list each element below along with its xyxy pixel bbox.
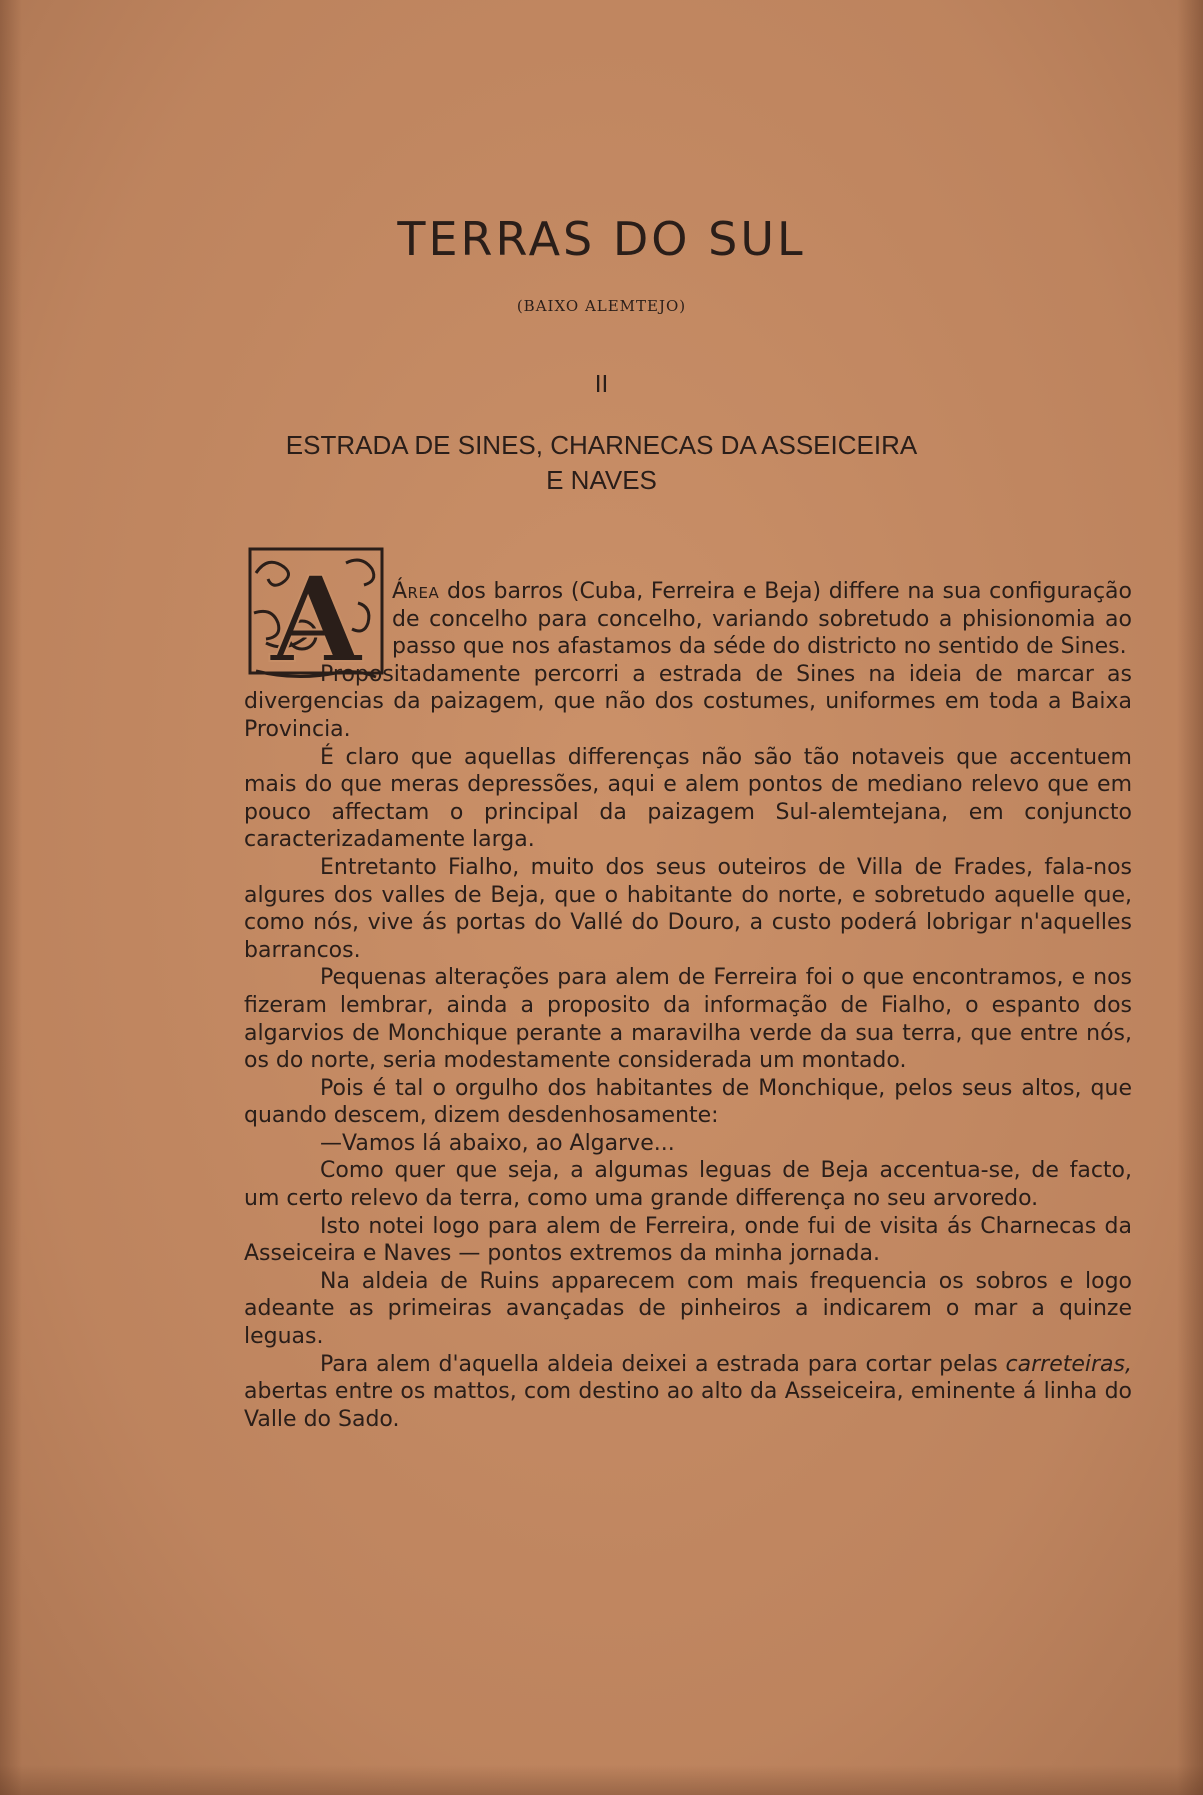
page-title: TERRAS DO SUL (397, 212, 806, 266)
page-edge-shadow-bottom (0, 1765, 1203, 1795)
page-edge-shadow-left (0, 0, 22, 1795)
dropcap-letter: A (270, 550, 362, 687)
paragraph: Como quer que seja, a algumas leguas de Beja accentua-se, de facto, um certo relevo da terra, como uma grande differença no seu arvoredo. (244, 1158, 1132, 1212)
first-paragraph-text: dos barros (Cuba, Ferreira e Beja) differe na sua configuração de concelho para concelho, variando sobretudo a phisionomia ao passo que nos afastamos da séde do districto no sentido de Sines. (392, 579, 1132, 660)
paragraph: Entretanto Fialho, muito dos seus outeiros de Villa de Frades, fala-nos algures dos valles de Beja, que o habitante do norte, e sobretudo aquelle que, como nós, vive ás portas do Vallé do Douro, a custo poderá lobrigar n'aquelles barrancos. (244, 854, 1132, 963)
paragraph: Na aldeia de Ruins apparecem com mais frequencia os sobros e logo adeante as primeiras avançadas de pinheiros a indicarem o mar a quinze leguas. (244, 1268, 1132, 1350)
chapter-heading (0, 428, 1203, 498)
last-paragraph-italic: carreteiras, (1005, 1351, 1132, 1377)
paragraph: Isto notei logo para alem de Ferreira, onde fui de visita ás Charnecas da Asseiceira e Naves — pontos extremos da minha jornada. (244, 1213, 1132, 1267)
first-paragraph (244, 578, 1132, 661)
page-subtitle: (BAIXO ALEMTEJO) (516, 297, 687, 315)
chapter-heading-line-1: ESTRADA DE SINES, CHARNECAS DA ASSEICEIRA (285, 430, 918, 460)
paragraph: Propositadamente percorri a estrada de Sines na ideia de marcar as divergencias da paizagem, que não dos costumes, uniformes em toda a Baixa Provincia. (244, 661, 1132, 742)
last-paragraph (244, 1351, 1132, 1434)
paragraph: Pois é tal o orgulho dos habitantes de Monchique, pelos seus altos, que quando descem, dizem desdenhosamente: (244, 1075, 1132, 1129)
chapter-heading-line-2: E NAVES (546, 465, 657, 495)
last-paragraph-after: abertas entre os mattos, com destino ao alto da Asseiceira, eminente á linha do Valle do Sado. (244, 1379, 1132, 1432)
body-text (244, 578, 1132, 1433)
paragraph: Pequenas alterações para alem de Ferreira foi o que encontramos, e nos fizeram lembrar, ainda a proposito da informação de Fialho, o espanto dos algarvios de Monchique perante a maravilha verde da sua terra, que entre nós, os do norte, seria modestamente considerada um montado. (244, 965, 1132, 1074)
page-edge-shadow-right (1177, 0, 1203, 1795)
first-paragraph-lead: Área (392, 579, 440, 604)
last-paragraph-before: Para alem d'aquella aldeia deixei a estrada para cortar pelas (320, 1351, 1006, 1377)
paragraph: É claro que aquellas differenças não são tão notaveis que accentuem mais do que meras depressões, aqui e alem pontos de mediano relevo que em pouco affectam o principal da paizagem Sul-alemtejana, em conjuncto caracterizadamente larga. (244, 744, 1132, 853)
dialogue-line: —Vamos lá abaixo, ao Algarve... (320, 1130, 675, 1156)
chapter-number: II (594, 372, 609, 398)
